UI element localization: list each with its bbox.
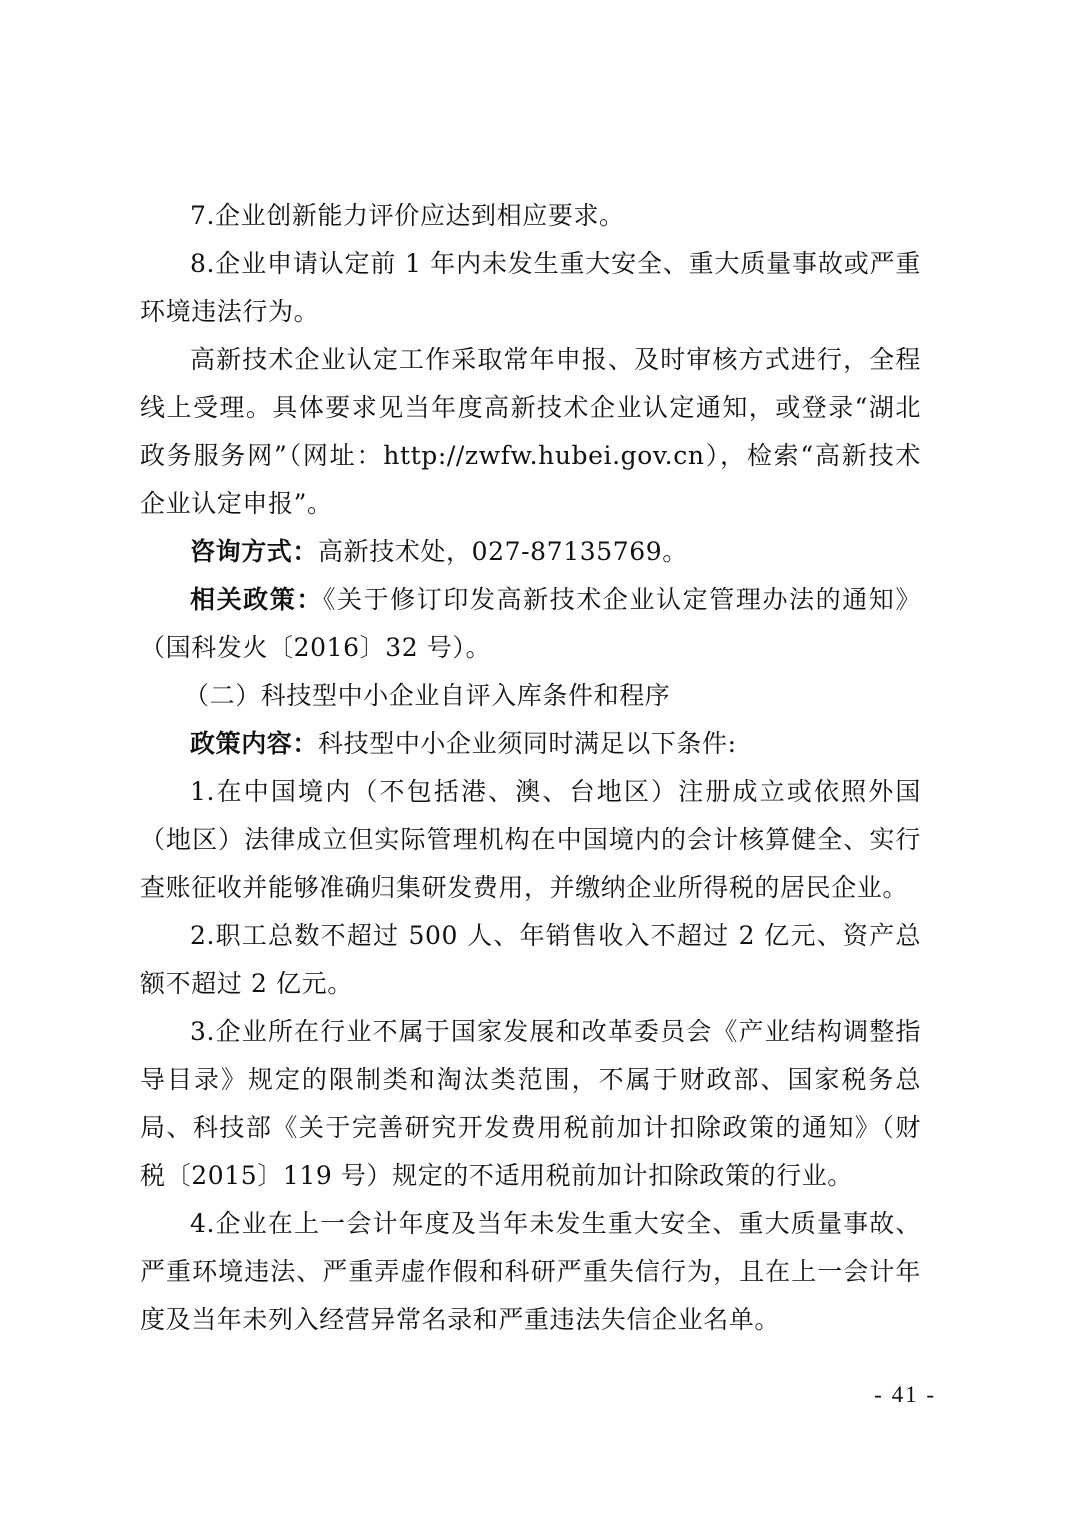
consultation-label: 咨询方式： xyxy=(190,537,319,566)
paragraph-consultation xyxy=(140,528,921,576)
consultation-text: 高新技术处，027-87135769。 xyxy=(318,537,688,566)
page-number: - 41 - xyxy=(874,1382,936,1407)
paragraph-policy-content xyxy=(140,720,921,768)
paragraph-item-7: 7.企业创新能力评价应达到相应要求。 xyxy=(190,201,625,230)
paragraph-condition-3: 3.企业所在行业不属于国家发展和改革委员会《产业结构调整指导目录》规定的限制类和淘汰类范围，不属于财政部、国家税务总局、科技部《关于完善研究开发费用税前加计扣除政策的通知》（财税〔2015〕119 号）规定的不适用税前加计扣除政策的行业。 xyxy=(140,1017,921,1190)
paragraph-related-policy xyxy=(140,576,921,672)
paragraph-condition-2: 2.职工总数不超过 500 人、年销售收入不超过 2 亿元、资产总额不超过 2 亿元。 xyxy=(140,921,921,998)
related-policy-text: 《关于修订印发高新技术企业认定管理办法的通知》（国科发火〔2016〕32 号）。 xyxy=(140,585,921,662)
related-policy-label: 相关政策： xyxy=(190,585,323,614)
policy-content-text: 科技型中小企业须同时满足以下条件: xyxy=(318,729,737,758)
paragraph-condition-1: 1.在中国境内（不包括港、澳、台地区）注册成立或依照外国（地区）法律成立但实际管理机构在中国境内的会计核算健全、实行查账征收并能够准确归集研发费用，并缴纳企业所得税的居民企业。 xyxy=(140,777,921,902)
paragraph-item-8: 8.企业申请认定前 1 年内未发生重大安全、重大质量事故或严重环境违法行为。 xyxy=(140,249,921,326)
paragraph-condition-4: 4.企业在上一会计年度及当年未发生重大安全、重大质量事故、严重环境违法、严重弄虚作假和科研严重失信行为，且在上一会计年度及当年未列入经营异常名录和严重违法失信企业名单。 xyxy=(140,1209,921,1334)
paragraph-application-process: 高新技术企业认定工作采取常年申报、及时审核方式进行，全程线上受理。具体要求见当年度高新技术企业认定通知，或登录“湖北政务服务网”（网址：http://zwfw.hubei.gov.cn），检索“高新技术企业认定申报”。 xyxy=(140,345,921,518)
policy-content-label: 政策内容： xyxy=(190,729,319,758)
section-heading-2: （二）科技型中小企业自评入库条件和程序 xyxy=(184,681,671,710)
document-body xyxy=(140,192,921,1344)
